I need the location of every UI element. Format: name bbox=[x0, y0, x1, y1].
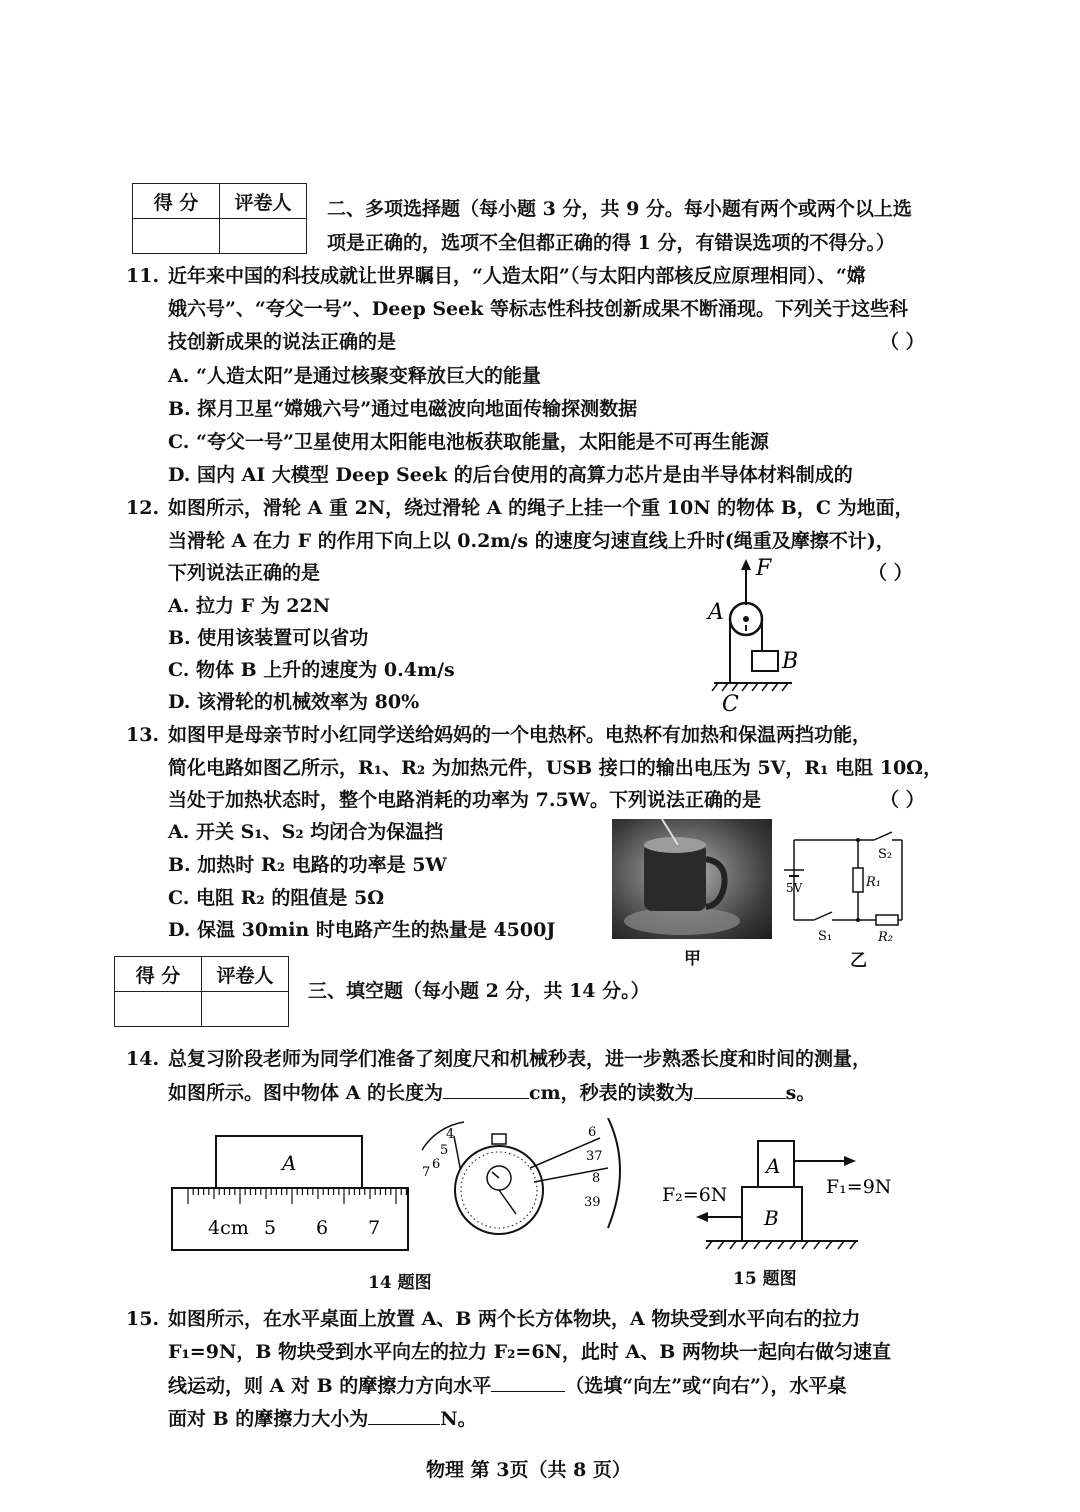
f1-label: F₁=9N bbox=[826, 1176, 892, 1198]
q15-friction-blank[interactable] bbox=[368, 1402, 440, 1425]
q11-option-a: A. “人造太阳”是通过核聚变释放巨大的能量 bbox=[168, 365, 541, 387]
q13-number: 13. bbox=[126, 724, 160, 746]
q12-option-b: B. 使用该装置可以省功 bbox=[168, 627, 369, 649]
grader-cell[interactable] bbox=[202, 992, 289, 1027]
f2-label: F₂=6N bbox=[662, 1184, 728, 1206]
switch-s1 bbox=[814, 912, 832, 920]
q12-option-a: A. 拉力 F 为 22N bbox=[168, 595, 331, 617]
ruler-figure bbox=[168, 1130, 413, 1255]
f1-arrow-icon bbox=[844, 1156, 856, 1166]
page-footer: 物理 第 3页（共 8 页） bbox=[426, 1459, 631, 1481]
label-a: A bbox=[708, 600, 724, 625]
q15-line4 bbox=[168, 1402, 477, 1435]
pulley-axle bbox=[743, 616, 749, 622]
label-s2: S₂ bbox=[878, 847, 893, 862]
q14-line2-part-a: 如图所示。图中物体 A 的长度为 bbox=[168, 1082, 443, 1104]
stopwatch-crown bbox=[492, 1134, 506, 1144]
q15-line3-part-b: （选填“向左”或“向右”），水平桌 bbox=[565, 1375, 847, 1397]
q14-line2-part-b: cm，秒表的读数为 bbox=[528, 1082, 694, 1104]
force-arrow-icon bbox=[741, 559, 751, 570]
blocks-figure bbox=[658, 1135, 918, 1253]
minute-mark-6: 6 bbox=[432, 1157, 441, 1172]
f2-arrow-icon bbox=[696, 1212, 708, 1222]
q15-direction-blank[interactable] bbox=[491, 1369, 565, 1392]
section2-title-line1: 二、多项选择题（每小题 3 分，共 9 分。每小题有两个或两个以上选 bbox=[327, 198, 912, 220]
block-a-top-label: A bbox=[766, 1154, 781, 1178]
minute-mark-4: 4 bbox=[446, 1127, 455, 1142]
stopwatch-figure bbox=[412, 1118, 644, 1263]
q13-line1: 如图甲是母亲节时小红同学送给妈妈的一个电热杯。电热杯有加热和保温两挡功能， bbox=[168, 724, 872, 746]
label-c: C bbox=[722, 692, 739, 715]
second-dial-zoom-arc bbox=[608, 1118, 620, 1228]
q11-option-b: B. 探月卫星“嫦娥六号”通过电磁波向地面传输探测数据 bbox=[168, 398, 638, 420]
pulley-figure bbox=[700, 555, 810, 715]
q15-line3-part-a: 线运动，则 A 对 B 的摩擦力方向水平 bbox=[168, 1375, 492, 1397]
label-5v: 5V bbox=[786, 881, 803, 895]
caption-yi: 乙 bbox=[850, 951, 867, 971]
score-table-section3 bbox=[114, 956, 289, 1027]
q12-number: 12. bbox=[126, 497, 160, 519]
section2-title-line2: 项是正确的，选项不全但都正确的得 1 分，有错误选项的不得分。） bbox=[327, 232, 895, 254]
resistor-r2 bbox=[876, 915, 898, 925]
q12-line3: 下列说法正确的是 bbox=[168, 562, 321, 584]
ruler-label-4cm: 4cm bbox=[208, 1217, 249, 1239]
q14-line2 bbox=[168, 1076, 815, 1109]
cup-drawing bbox=[612, 819, 772, 939]
q15-number: 15. bbox=[126, 1308, 160, 1330]
q13-option-d: D. 保温 30min 时电路产生的热量是 4500J bbox=[168, 919, 556, 941]
score-cell[interactable] bbox=[133, 219, 220, 254]
ground-hatch bbox=[712, 683, 788, 691]
grader-label: 评卷人 bbox=[202, 957, 289, 992]
label-r2: R₂ bbox=[878, 930, 893, 945]
score-label: 得 分 bbox=[133, 184, 220, 219]
q14-stopwatch-blank[interactable] bbox=[694, 1076, 786, 1099]
section3-title: 三、填空题（每小题 2 分，共 14 分。） bbox=[308, 980, 650, 1002]
score-cell[interactable] bbox=[115, 992, 202, 1027]
q12-line2: 当滑轮 A 在力 F 的作用下向上以 0.2m/s 的速度匀速直线上升时(绳重及摩擦不计)， bbox=[168, 530, 895, 552]
q15-line1: 如图所示，在水平桌面上放置 A、B 两个长方体物块，A 物块受到水平向右的拉力 bbox=[168, 1308, 861, 1330]
second-mark-39: 39 bbox=[584, 1195, 601, 1210]
q13-option-b: B. 加热时 R₂ 电路的功率是 5W bbox=[168, 854, 447, 876]
score-table-section2 bbox=[132, 183, 307, 254]
heating-cup-photo bbox=[612, 819, 772, 939]
q15-line4-part-b: N。 bbox=[440, 1408, 477, 1430]
q11-line1: 近年来中国的科技成就让世界瞩目，“人造太阳”（与太阳内部核反应原理相同）、“嫦 bbox=[168, 265, 866, 287]
resistor-r1 bbox=[853, 868, 863, 892]
score-label: 得 分 bbox=[115, 957, 202, 992]
caption-jia: 甲 bbox=[684, 949, 701, 969]
label-s1: S₁ bbox=[818, 929, 833, 944]
block-a-label: A bbox=[282, 1151, 297, 1175]
minute-mark-7: 7 bbox=[422, 1165, 431, 1180]
q13-line2: 简化电路如图乙所示，R₁、R₂ 为加热元件，USB 接口的输出电压为 5V，R₁ 电阻 10Ω， bbox=[168, 757, 943, 779]
q13-line3: 当处于加热状态时，整个电路消耗的功率为 7.5W。下列说法正确的是 bbox=[168, 789, 762, 811]
ruler-label-7: 7 bbox=[368, 1217, 381, 1239]
q12-option-c: C. 物体 B 上升的速度为 0.4m/s bbox=[168, 659, 455, 681]
block-b-label: B bbox=[764, 1206, 779, 1230]
q13-option-c: C. 电阻 R₂ 的阻值是 5Ω bbox=[168, 887, 385, 909]
q14-length-blank[interactable] bbox=[443, 1076, 529, 1099]
q15-line3 bbox=[168, 1369, 846, 1402]
q14-number: 14. bbox=[126, 1048, 160, 1070]
q15-caption: 15 题图 bbox=[733, 1269, 797, 1289]
q12-answer-bracket[interactable]: （ ） bbox=[868, 562, 913, 584]
label-r1: R₁ bbox=[866, 875, 881, 890]
q14-caption: 14 题图 bbox=[368, 1273, 432, 1293]
circuit-diagram bbox=[780, 828, 910, 946]
q14-line1: 总复习阶段老师为同学们准备了刻度尺和机械秒表，进一步熟悉长度和时间的测量， bbox=[168, 1048, 872, 1070]
switch-s2 bbox=[874, 832, 892, 840]
grader-label: 评卷人 bbox=[220, 184, 307, 219]
q12-line1: 如图所示，滑轮 A 重 2N，绕过滑轮 A 的绳子上挂一个重 10N 的物体 B，C 为地面， bbox=[168, 497, 914, 519]
q12-option-d: D. 该滑轮的机械效率为 80% bbox=[168, 691, 420, 713]
second-mark-6: 6 bbox=[588, 1125, 597, 1140]
q11-number: 11. bbox=[126, 265, 160, 287]
q11-line2: 娥六号”、“夸父一号”、Deep Seek 等标志性科技创新成果不断涌现。下列关于这些科 bbox=[168, 298, 909, 320]
junction-top bbox=[856, 838, 860, 842]
table-hatch bbox=[706, 1241, 856, 1249]
label-f: F bbox=[756, 556, 772, 581]
q11-option-c: C. “夸父一号”卫星使用太阳能电池板获取能量，太阳能是不可再生能源 bbox=[168, 431, 769, 453]
q11-option-d: D. 国内 AI 大模型 Deep Seek 的后台使用的高算力芯片是由半导体材料制成的 bbox=[168, 464, 853, 486]
object-b bbox=[752, 651, 778, 671]
second-mark-37: 37 bbox=[586, 1149, 603, 1164]
grader-cell[interactable] bbox=[220, 219, 307, 254]
label-b: B bbox=[782, 649, 799, 674]
q13-option-a: A. 开关 S₁、S₂ 均闭合为保温挡 bbox=[168, 821, 444, 843]
ruler-label-5: 5 bbox=[264, 1217, 277, 1239]
q11-answer-bracket[interactable]: （ ） bbox=[880, 331, 925, 353]
q11-line3: 技创新成果的说法正确的是 bbox=[168, 331, 397, 353]
q13-answer-bracket[interactable]: （ ） bbox=[880, 789, 925, 811]
q15-line4-part-a: 面对 B 的摩擦力大小为 bbox=[168, 1408, 369, 1430]
ruler-label-6: 6 bbox=[316, 1217, 329, 1239]
q15-line2: F₁=9N，B 物块受到水平向左的拉力 F₂=6N，此时 A、B 两物块一起向右做匀速直 bbox=[168, 1341, 891, 1363]
second-mark-8: 8 bbox=[592, 1171, 601, 1186]
minute-mark-5: 5 bbox=[440, 1143, 449, 1158]
q14-line2-part-c: s。 bbox=[785, 1082, 816, 1104]
